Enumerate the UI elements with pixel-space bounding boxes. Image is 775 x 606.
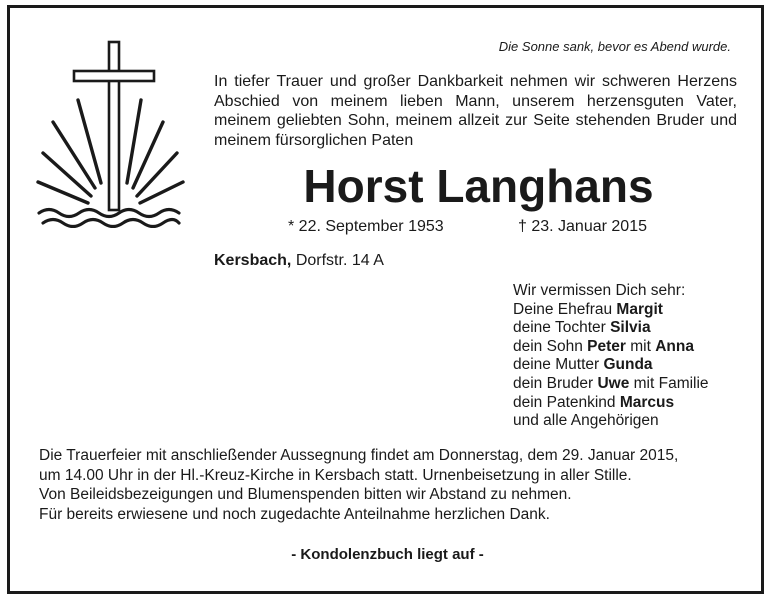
address-town: Kersbach,	[214, 252, 292, 269]
notice-line: um 14.00 Uhr in der Hl.-Kreuz-Kirche in Kersbach statt. Urnenbeisetzung in aller Stille.	[39, 466, 632, 484]
list-item: deine Tochter Silvia	[513, 319, 651, 337]
notice-line: Von Beileidsbezeigungen und Blumenspenden bitten wir Abstand zu nehmen.	[39, 486, 572, 504]
address	[214, 252, 384, 270]
list-item: dein Sohn Peter mit Anna	[513, 337, 694, 355]
list-item: und alle Angehörigen	[513, 412, 659, 430]
notice-line: Die Trauerfeier mit anschließender Aussegnung findet am Donnerstag, dem 29. Januar 2015,	[39, 447, 679, 464]
intro-text: In tiefer Trauer und großer Dankbarkeit nehmen wir schweren Herzens Abschied von meinem lieben Mann, unserem herzensguten Vater, meinem geliebten Sohn, meinem allzeit zur Seite stehenden Bruder und meinem fürsorglichen Paten	[214, 73, 737, 149]
birth-date: * 22. September 1953	[288, 218, 444, 235]
motto: Die Sonne sank, bevor es Abend wurde.	[498, 39, 731, 54]
list-item: Deine Ehefrau Margit	[513, 300, 663, 318]
service-notice	[39, 446, 739, 524]
condolence-book-note: - Kondolenzbuch liegt auf -	[291, 546, 484, 563]
list-item: dein Bruder Uwe mit Familie	[513, 374, 709, 392]
list-item: deine Mutter Gunda	[513, 356, 653, 374]
deceased-name: Horst Langhans	[303, 160, 654, 212]
mourners-list	[513, 282, 709, 431]
death-date: † 23. Januar 2015	[518, 218, 647, 235]
notice-line: Für bereits erwiesene und noch zugedachte Anteilnahme herzlichen Dank.	[39, 505, 550, 523]
address-street: Dorfstr. 14 A	[295, 252, 384, 269]
cross-sunrise-waves-icon	[33, 38, 189, 228]
list-item: Wir vermissen Dich sehr:	[513, 282, 686, 299]
list-item: dein Patenkind Marcus	[513, 393, 675, 411]
